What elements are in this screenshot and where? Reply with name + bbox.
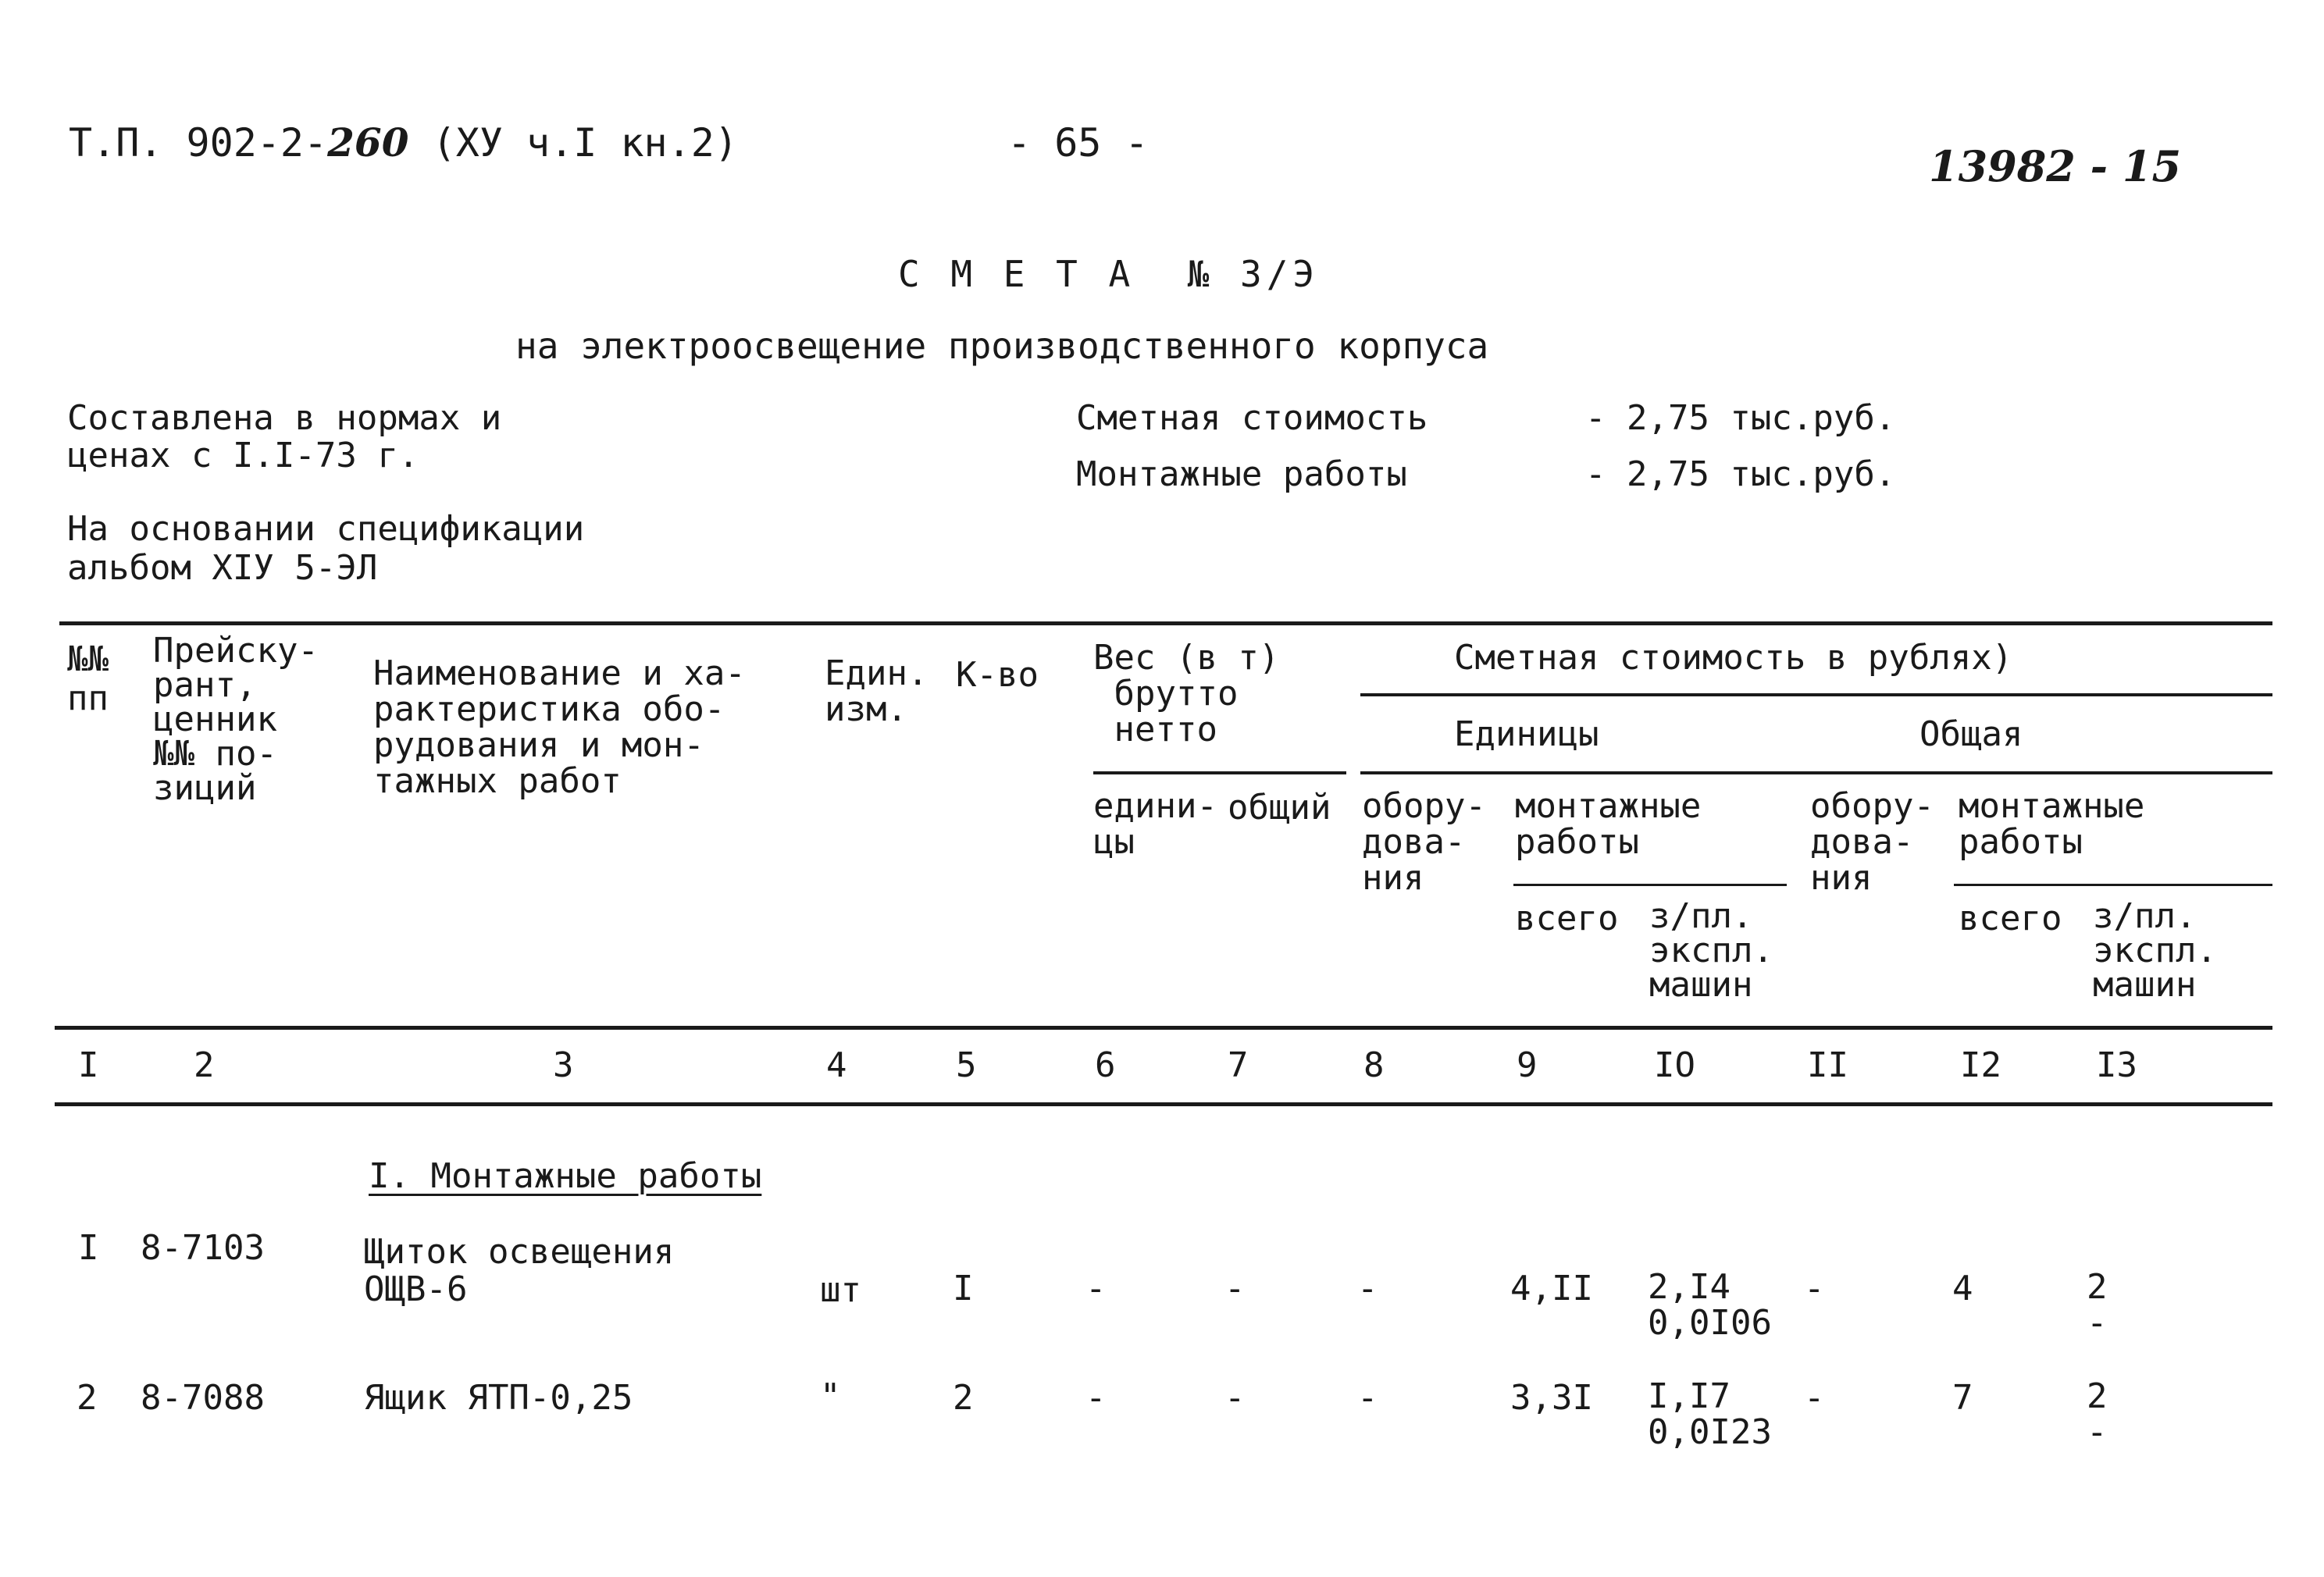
header-unit-group: Единицы bbox=[1454, 714, 1599, 754]
row-install-unit-all: 4,II bbox=[1510, 1269, 1593, 1308]
composed-line-2: ценах с I.I-73 г. bbox=[67, 436, 419, 475]
page-number: - 65 - bbox=[1007, 120, 1149, 166]
header-wage-unit: з/пл. экспл. машин bbox=[1649, 896, 1773, 1005]
column-number: I3 bbox=[2096, 1045, 2137, 1085]
row-name: Ящик ЯТП-0,25 bbox=[364, 1378, 633, 1418]
document-subtitle: на электроосвещение производственного корпуса bbox=[515, 325, 1489, 367]
column-number: 9 bbox=[1517, 1045, 1538, 1085]
header-total-group: Общая bbox=[1919, 714, 2023, 754]
row-name: Щиток освещения ОЩВ-6 bbox=[364, 1232, 675, 1309]
column-number: 8 bbox=[1363, 1045, 1385, 1085]
row-weight-total: - bbox=[1224, 1378, 1246, 1418]
row-equipment-unit: - bbox=[1357, 1378, 1378, 1418]
row-install-unit-all: 3,3I bbox=[1510, 1378, 1593, 1418]
install-rule-2 bbox=[1954, 884, 2272, 886]
header-equipment-unit: обору- дова- ния bbox=[1362, 786, 1486, 898]
column-number: 6 bbox=[1095, 1045, 1116, 1085]
column-number: I bbox=[78, 1045, 99, 1085]
row-unit: шт bbox=[820, 1270, 861, 1310]
row-equipment-unit: - bbox=[1357, 1269, 1378, 1308]
unit-group-rule-weight bbox=[1093, 771, 1346, 774]
composed-line-1: Составлена в нормах и bbox=[67, 398, 502, 438]
header-name: Наименование и ха- рактеристика обо- рудования и мон- тажных работ bbox=[373, 653, 746, 801]
row-qty: I bbox=[953, 1269, 974, 1308]
header-quantity: К-во bbox=[956, 655, 1039, 695]
install-rule-1 bbox=[1513, 884, 1787, 886]
header-equipment-total: обору- дова- ния bbox=[1810, 786, 1934, 898]
column-number-rule bbox=[55, 1102, 2272, 1106]
estimate-cost-label: Сметная стоимость bbox=[1076, 398, 1428, 438]
unit-group-rule-cost bbox=[1360, 771, 2272, 774]
header-weight-total: общий bbox=[1228, 788, 1331, 828]
row-equipment-total: - bbox=[1804, 1269, 1825, 1308]
header-price-list: Прейску- рант, ценник №№ по- зиций bbox=[153, 631, 319, 808]
row-install-total-all: 4 bbox=[1952, 1269, 1973, 1308]
column-number: 3 bbox=[553, 1045, 574, 1085]
header-weight-unit: едини- цы bbox=[1093, 786, 1217, 862]
column-number: 7 bbox=[1228, 1045, 1249, 1085]
header-cost-group: Сметная стоимость в рублях) bbox=[1454, 638, 2013, 678]
row-install-unit-wage: 2,I4 0,0I06 bbox=[1648, 1267, 1772, 1343]
section-title-text: I. Монтажные работы bbox=[369, 1156, 762, 1196]
basis-line-2: альбом XIУ 5-ЭЛ bbox=[67, 548, 378, 588]
row-num: I bbox=[78, 1228, 99, 1268]
column-number: I2 bbox=[1960, 1045, 2001, 1085]
column-number: 5 bbox=[956, 1045, 977, 1085]
header-install-total: монтажные работы bbox=[1959, 786, 2145, 862]
header-bottom-rule bbox=[55, 1026, 2272, 1030]
install-cost-value: - 2,75 тыс.руб. bbox=[1585, 454, 1896, 494]
row-num: 2 bbox=[77, 1378, 98, 1418]
header-all-unit: всего bbox=[1515, 899, 1619, 938]
handwritten-code: 13982 - 15 bbox=[1929, 141, 2182, 191]
row-weight-total: - bbox=[1224, 1269, 1246, 1308]
doc-ref-handwritten-number: 260 bbox=[327, 119, 409, 166]
row-install-total-wage: 2 - bbox=[2087, 1267, 2108, 1343]
document-title: С М Е Т А № 3/Э bbox=[898, 253, 1320, 295]
column-number: IO bbox=[1654, 1045, 1695, 1085]
header-weight: Вес (в т) брутто нетто bbox=[1093, 638, 1280, 749]
column-number: 4 bbox=[826, 1045, 847, 1085]
basis-line-1: На основании спецификации bbox=[67, 509, 585, 549]
row-install-unit-wage: I,I7 0,0I23 bbox=[1648, 1376, 1772, 1452]
row-qty: 2 bbox=[953, 1378, 974, 1418]
row-price-list: 8-7088 bbox=[141, 1378, 265, 1418]
doc-ref-prefix: Т.П. 902-2- bbox=[69, 120, 328, 166]
cost-group-rule bbox=[1360, 693, 2272, 696]
section-title bbox=[369, 1157, 761, 1196]
row-install-total-wage: 2 - bbox=[2087, 1376, 2108, 1452]
header-row-number: №№ пп bbox=[67, 639, 109, 718]
column-number: II bbox=[1807, 1045, 1848, 1085]
row-weight-unit: - bbox=[1085, 1269, 1107, 1308]
doc-ref-suffix: (XУ ч.I кн.2) bbox=[432, 120, 738, 166]
table-top-rule bbox=[59, 621, 2272, 625]
header-install-unit: монтажные работы bbox=[1515, 786, 1702, 862]
header-wage-total: з/пл. экспл. машин bbox=[2093, 896, 2217, 1005]
install-cost-label: Монтажные работы bbox=[1076, 454, 1407, 494]
header-all-total: всего bbox=[1959, 899, 2062, 938]
row-unit: " bbox=[820, 1376, 841, 1416]
row-install-total-all: 7 bbox=[1952, 1378, 1973, 1418]
estimate-cost-value: - 2,75 тыс.руб. bbox=[1585, 398, 1896, 438]
column-number: 2 bbox=[194, 1045, 215, 1085]
header-unit: Един. изм. bbox=[825, 653, 929, 729]
row-equipment-total: - bbox=[1804, 1378, 1825, 1418]
doc-ref bbox=[69, 119, 738, 166]
row-price-list: 8-7103 bbox=[141, 1228, 265, 1268]
row-weight-unit: - bbox=[1085, 1378, 1107, 1418]
